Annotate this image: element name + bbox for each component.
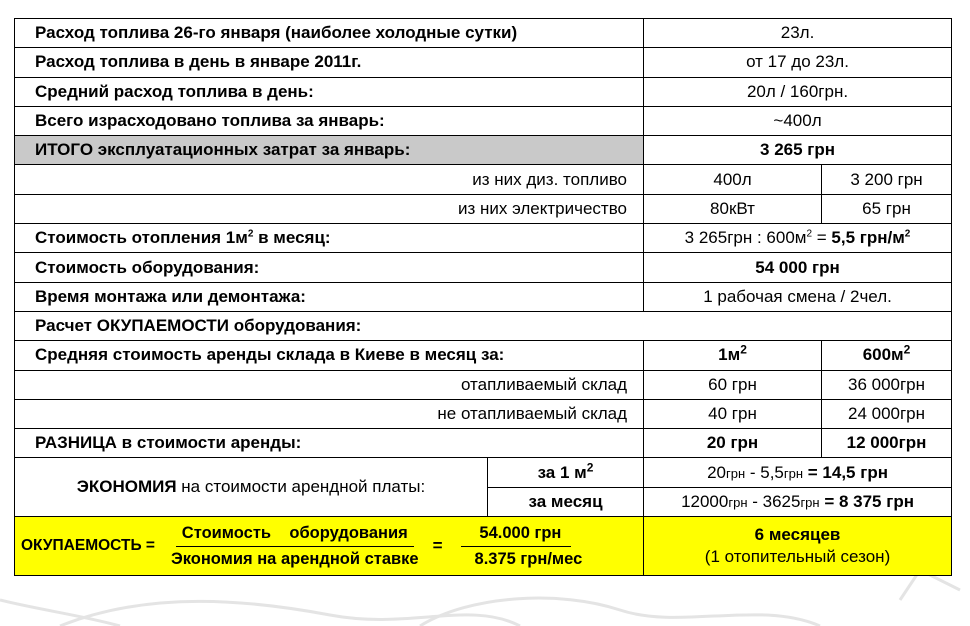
row-label: Стоимость оборудования: <box>15 253 644 282</box>
row-label: не отапливаемый склад <box>15 399 644 428</box>
calc-minus: - <box>745 462 761 482</box>
col1-main: 1м <box>718 345 741 365</box>
row-value: от 17 до 23л. <box>644 48 952 77</box>
col-header-1m2 <box>644 341 822 370</box>
row-label: ИТОГО эксплуатационных затрат за январь: <box>15 136 644 165</box>
value-part1: 3 265грн : 600м <box>684 228 807 248</box>
label-sup: 2 <box>247 228 254 240</box>
row-avg-fuel <box>15 77 952 106</box>
col-header-600m2 <box>822 341 952 370</box>
row-diesel <box>15 165 952 194</box>
fraction-numerator: Стоимость оборудования <box>176 524 414 547</box>
value-bold: 5,5 грн/м <box>831 228 905 248</box>
row-total: 24 000грн <box>822 399 952 428</box>
calc-b-unit: грн <box>800 494 820 510</box>
fraction-denominator: Экономия на арендной ставке <box>170 549 419 568</box>
row-fuel-per-day <box>15 48 952 77</box>
heating-cost-table <box>14 18 952 576</box>
value-eq: = <box>812 228 832 248</box>
row-rent-diff <box>15 429 952 458</box>
row-total: 12 000грн <box>822 429 952 458</box>
economy-label-bold: ЭКОНОМИЯ <box>76 477 177 497</box>
row-label: Всего израсходовано топлива за январь: <box>15 106 644 135</box>
row-economy-per-m2 <box>15 458 952 487</box>
row-value: 20л / 160грн. <box>644 77 952 106</box>
row-qty: 80кВт <box>644 194 822 223</box>
economy-calc-month <box>644 487 952 516</box>
row-per-m2: 60 грн <box>644 370 822 399</box>
row-total-costs <box>15 136 952 165</box>
col2-main: 600м <box>862 345 904 365</box>
value-bold-sup: 2 <box>904 228 911 240</box>
fraction-denominator: 8.375 грн/мес <box>474 549 583 568</box>
row-total-fuel <box>15 106 952 135</box>
fraction-values <box>451 524 583 569</box>
row-value: ~400л <box>644 106 952 135</box>
label-tail: в месяц: <box>253 228 331 248</box>
calc-b-unit: грн <box>783 465 804 481</box>
economy-period-month: за месяц <box>488 487 644 516</box>
row-label: РАЗНИЦА в стоимости аренды: <box>15 429 644 458</box>
calc-result: 14,5 грн <box>822 462 888 482</box>
row-rent-avg <box>15 341 952 370</box>
col2-sup: 2 <box>903 342 911 357</box>
payback-formula <box>15 517 644 576</box>
row-label: Время монтажа или демонтажа: <box>15 282 644 311</box>
row-cost: 65 грн <box>822 194 952 223</box>
row-payback-calc <box>15 311 952 340</box>
row-value <box>644 224 952 253</box>
calc-minus: - <box>747 491 763 511</box>
row-value: 3 265 грн <box>644 136 952 165</box>
row-fuel-jan26 <box>15 19 952 48</box>
row-value: 54 000 грн <box>644 253 952 282</box>
payback-result-sub: (1 отопительный сезон) <box>704 547 891 567</box>
label-main: Стоимость отопления 1м <box>35 228 248 248</box>
calc-result: 8 375 грн <box>838 491 914 511</box>
row-value: 23л. <box>644 19 952 48</box>
calc-b: 3625 <box>762 491 801 511</box>
row-heated <box>15 370 952 399</box>
payback-word: ОКУПАЕМОСТЬ = <box>21 537 155 555</box>
row-equipment-cost <box>15 253 952 282</box>
calc-a: 20 <box>707 462 726 482</box>
row-value: 1 рабочая смена / 2чел. <box>644 282 952 311</box>
calc-a-unit: грн <box>725 465 746 481</box>
equals-sign: = <box>432 536 443 556</box>
fraction-words <box>165 524 425 569</box>
row-electricity <box>15 194 952 223</box>
economy-label-rest: на стоимости арендной платы: <box>176 477 426 497</box>
row-label: Расход топлива в день в январе 2011г. <box>15 48 644 77</box>
period-sup: 2 <box>586 459 594 474</box>
col1-sup: 2 <box>740 342 747 357</box>
row-label: отапливаемый склад <box>15 370 644 399</box>
row-qty: 400л <box>644 165 822 194</box>
economy-calc-m2 <box>644 458 952 487</box>
calc-eq: = <box>819 491 839 511</box>
row-install-time <box>15 282 952 311</box>
row-cost: 3 200 грн <box>822 165 952 194</box>
row-label: Средняя стоимость аренды склада в Киеве в месяц за: <box>15 341 644 370</box>
row-per-m2: 40 грн <box>644 399 822 428</box>
economy-period-m2 <box>488 458 644 487</box>
fraction-numerator: 54.000 грн <box>461 524 571 547</box>
payback-result-main: 6 месяцев <box>754 525 841 545</box>
row-heating-cost <box>15 224 952 253</box>
payback-result <box>644 517 952 576</box>
row-payback <box>15 517 952 576</box>
calc-a-unit: грн <box>728 494 748 510</box>
row-label: Расход топлива 26-го января (наиболее холодные сутки) <box>15 19 644 48</box>
row-total: 36 000грн <box>822 370 952 399</box>
calc-a: 12000 <box>681 491 729 511</box>
row-per-m2: 20 грн <box>644 429 822 458</box>
period-main: за 1 м <box>537 462 587 482</box>
calc-eq: = <box>803 462 823 482</box>
value-sup: 2 <box>806 228 813 240</box>
row-label: Расчет ОКУПАЕМОСТИ оборудования: <box>15 311 952 340</box>
economy-label <box>15 458 488 517</box>
row-label: из них диз. топливо <box>15 165 644 194</box>
row-unheated <box>15 399 952 428</box>
row-label: из них электричество <box>15 194 644 223</box>
row-label: Средний расход топлива в день: <box>15 77 644 106</box>
row-label <box>15 224 644 253</box>
calc-b: 5,5 <box>760 462 784 482</box>
